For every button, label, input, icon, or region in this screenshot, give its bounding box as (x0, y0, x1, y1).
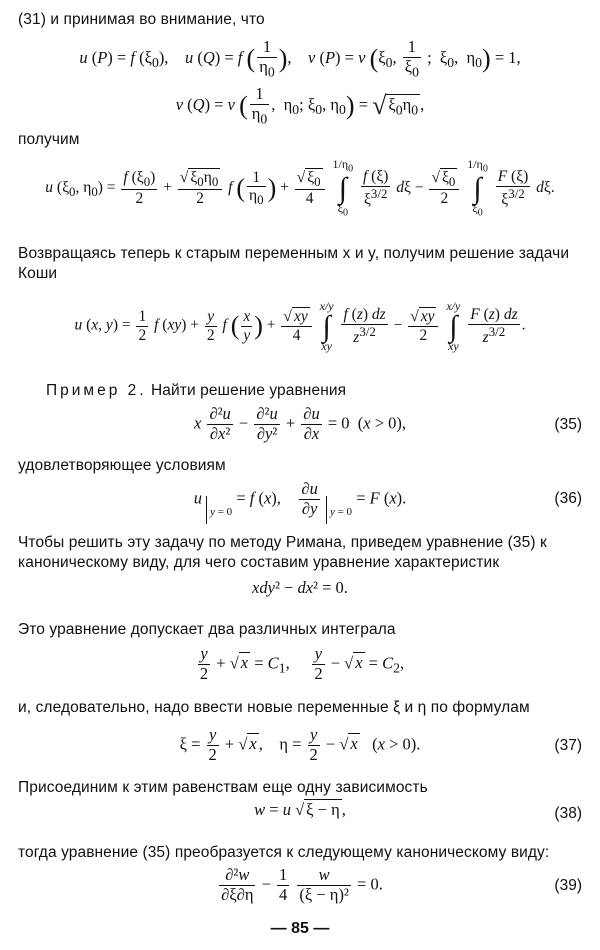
text-line-4 (18, 381, 584, 401)
equation-38: w = u √ ξ − η , (254, 800, 346, 819)
text-line-2: получим (18, 131, 80, 148)
equation-boundary-values-1: u (P) = f $(\xi_0)$, u (Q) = f ( $\frac{1}{\eta_0}$ ), v (P) = v ($\xi_0$, $\frac{1}{\xi_0}$ ; $\xi_0$, $\eta_0) = 1$, (79, 37, 521, 80)
equation-39: $\frac{\text{∂²w}}{\partial\xi\partial\eta}$ − $\frac{1}{4}$ $\frac{w}{\text{(ξ − η)²}}$ = 0. (221, 865, 383, 904)
equation-cauchy-solution: u (x, y) = $\frac{1}{2}$ f (xy) + $\frac{y}{2}$ f ( $\frac{x}{y}$ ) + $\frac{√ xy}{4}$ x/y ∫ xy $\frac{f (z) dz}{z^{3/2}}$ − $\frac{√ xy}{2}$ x/y ∫ xy $\frac{F (z) dz}{z^{3/2}}$ . (74, 299, 526, 353)
text-line-7: Это уравнение допускает два различных интеграла (18, 621, 396, 638)
text-line-3: Возвращаясь теперь к старым переменным x и y, получим решение задачи Коши (18, 245, 570, 282)
text-line-1: (31) и принимая во внимание, что (18, 11, 265, 28)
equation-characteristics: xdy² − dx² = 0. (252, 578, 348, 597)
text-line-10: тогда уравнение (35) преобразуется к следующему каноническому виду: (18, 844, 550, 861)
equation-integrals: $\frac{y}{2}$ + √ $x = C_1$, $\frac{y}{2}$ − √ $x = C_2$, (199, 644, 405, 683)
equation-number-36: (36) (554, 490, 582, 507)
equation-number-39: (39) (554, 877, 582, 894)
equation-number-35: (35) (554, 416, 582, 433)
text-line-5: удовлетворяющее условиям (18, 457, 226, 474)
equation-number-37: (37) (554, 737, 582, 754)
equation-35: x $\frac{\text{∂²u}}{\text{∂x²}}$ − $\frac{\text{∂²u}}{\text{∂y²}}$ + $\frac{\partial u}{\partial x}$ = 0 (x > 0), (193, 404, 407, 443)
text-line-6: Чтобы решить эту задачу по методу Римана, приведем уравнение (35) к каноническому виду, для чего составим уравнение характеристик (18, 534, 547, 571)
equation-boundary-values-2: v (Q) = v ( $\frac{1}{\eta_0}$ , $\eta_0$; $\xi_0$, $\eta_0$) = √ $\xi_0\eta_0$ , (175, 84, 425, 127)
equation-37: ξ = $\frac{y}{2}$ + √ x , η = $\frac{y}{2}$ − √ x (x > 0). (179, 725, 421, 764)
text-line-9: Присоединим к этим равенствам еще одну зависимость (18, 779, 428, 796)
equation-36: u y = 0 = f (x), $\frac{\partial u}{\partial y}$ y = 0 = F (x). (0, 480, 600, 524)
example-text: Найти решение уравнения (150, 382, 347, 399)
example-label: Пример 2. (46, 382, 147, 399)
equation-u-xi-eta: u ($\xi_0$, $\eta_0$) = $\frac{f (\xi_0)}{2}$ + $\frac{√ \xi_0\eta_0}{2}$ f ( $\frac{1}{\eta_0}$ ) + $\frac{√ \xi_0}{4}$ $1/\eta_0$ ∫ $\xi_0$ $\frac{f (\xi)}{\xi^{3/2}}$ dξ − $\frac{√ \xi_0}{2}$ $1/\eta_0$ ∫ $\xi_0$ $\frac{F (\xi)}{\xi^{3/2}}$ dξ. (45, 157, 555, 219)
equation-number-38: (38) (554, 805, 582, 822)
text-line-8: и, следовательно, надо ввести новые переменные ξ и η по формулам (18, 699, 530, 716)
page-number: — 85 — (270, 920, 330, 937)
